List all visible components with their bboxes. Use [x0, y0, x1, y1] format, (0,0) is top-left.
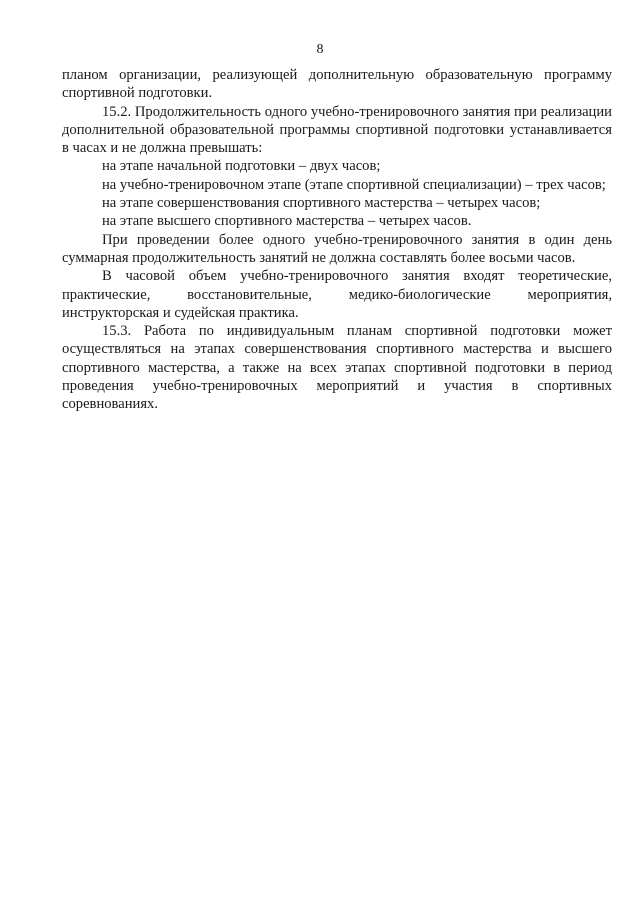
page-number: 8	[316, 42, 324, 57]
list-item-improvement-stage: на этапе совершенствования спортивного мастерства – четырех часов;	[102, 195, 541, 212]
list-item-higher-mastery-stage: на этапе высшего спортивного мастерства – четырех часов.	[102, 213, 472, 230]
paragraph-hourly-volume: В часовой объем учебно-тренировочного занятия входят теоретические, практические, восстановительные, медико-биологические мероприятия, инструкторская и судейская практика.	[62, 268, 612, 321]
paragraph-continuation: планом организации, реализующей дополнительную образовательную программу спортивной подготовки.	[62, 67, 612, 102]
paragraph-15-2: 15.2. Продолжительность одного учебно-тренировочного занятия при реализации дополнительной образовательной программы спортивной подготовки устанавливается в часах и не должна превышать:	[62, 103, 612, 157]
list-item-initial-stage: на этапе начальной подготовки – двух часов;	[102, 158, 381, 175]
paragraph-multiple-sessions: При проведении более одного учебно-тренировочного занятия в один день суммарная продолжительность занятий не должна составлять более восьми часов.	[62, 231, 612, 266]
paragraph-15-3: 15.3. Работа по индивидуальным планам спортивной подготовки может осуществляться на этапах совершенствования спортивного мастерства и высшего спортивного мастерства, а также на всех этапах спортивной подготовки в период проведения учебно-тренировочных мероприятий и участия в спортивных соревнованиях.	[62, 323, 612, 413]
document-body	[62, 66, 612, 414]
list-item-training-stage: на учебно-тренировочном этапе (этапе спортивной специализации) – трех часов;	[102, 176, 606, 193]
